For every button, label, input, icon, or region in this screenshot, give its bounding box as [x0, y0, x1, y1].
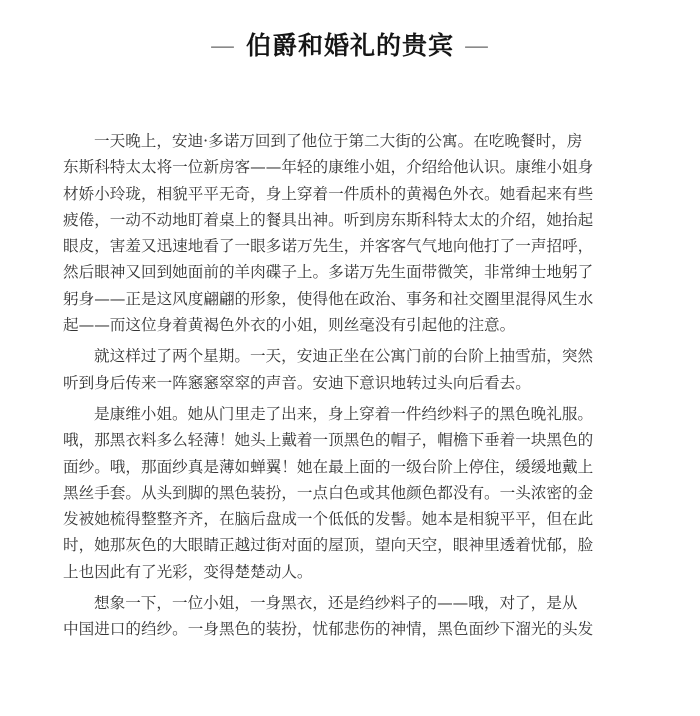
paragraph — [63, 590, 629, 643]
title-dash-left: — — [209, 31, 236, 60]
text-line: 躬身——正是这风度翩翩的形象，使得他在政治、事务和社交圈里混得风生水 — [63, 289, 594, 308]
text-line: 就这样过了两个星期。一天，安迪正坐在公寓门前的台阶上抽雪茄，突然 — [94, 347, 594, 366]
text-line: 材娇小玲珑，相貌平平无奇，身上穿着一件质朴的黄褐色外衣。她看起来有些 — [63, 184, 594, 203]
chapter-title-row — [0, 26, 700, 62]
text-line: 想象一下，一位小姐，一身黑衣，还是绉纱料子的——哦，对了，是从 — [94, 594, 578, 613]
text-line: 上也因此有了光彩，变得楚楚动人。 — [63, 562, 313, 581]
paragraph — [63, 343, 629, 396]
text-line: 发被她梳得整整齐齐，在脑后盘成一个低低的发髻。她本是相貌平平，但在此 — [63, 510, 594, 529]
text-line: 疲倦，一动不动地盯着桌上的餐具出神。听到房东斯科特太太的介绍，她抬起 — [63, 210, 594, 229]
title-dash-right: — — [464, 31, 490, 60]
text-line: 时，她那灰色的大眼睛正越过街对面的屋顶，望向天空，眼神里透着忧郁，脸 — [63, 536, 594, 555]
paragraph — [63, 401, 629, 585]
text-line: 起——而这位身着黄褐色外衣的小姐，则丝毫没有引起他的注意。 — [63, 316, 516, 335]
text-line: 面纱。哦，那面纱真是薄如蝉翼！她在最上面的一级台阶上停住，缓缓地戴上 — [63, 457, 594, 476]
text-line: 哦，那黑衣料多么轻薄！她头上戴着一顶黑色的帽子，帽檐下垂着一块黑色的 — [63, 431, 594, 450]
text-line: 然后眼神又回到她面前的羊肉碟子上。多诺万先生面带微笑，非常绅士地躬了 — [63, 263, 594, 282]
text-line: 眼皮，害羞又迅速地看了一眼多诺万先生，并客客气气地向他打了一声招呼， — [63, 237, 594, 256]
body-text — [63, 128, 629, 643]
text-line: 是康维小姐。她从门里走了出来，身上穿着一件绉纱料子的黑色晚礼服。 — [94, 404, 594, 423]
text-line: 一天晚上，安迪·多诺万回到了他位于第二大街的公寓。在吃晚餐时，房 — [94, 132, 583, 150]
text-line: 中国进口的绉纱。一身黑色的装扮，忧郁悲伤的神情，黑色面纱下溜光的头发 — [63, 620, 594, 639]
text-line: 东斯科特太太将一位新房客——年轻的康维小姐，介绍给他认识。康维小姐身 — [63, 158, 594, 177]
paragraph — [63, 128, 629, 338]
text-line: 听到身后传来一阵窸窸窣窣的声音。安迪下意识地转过头向后看去。 — [63, 373, 531, 392]
chapter-title: 伯爵和婚礼的贵宾 — [245, 31, 454, 60]
text-line: 黑丝手套。从头到脚的黑色装扮，一点白色或其他颜色都没有。一头浓密的金 — [63, 483, 594, 502]
